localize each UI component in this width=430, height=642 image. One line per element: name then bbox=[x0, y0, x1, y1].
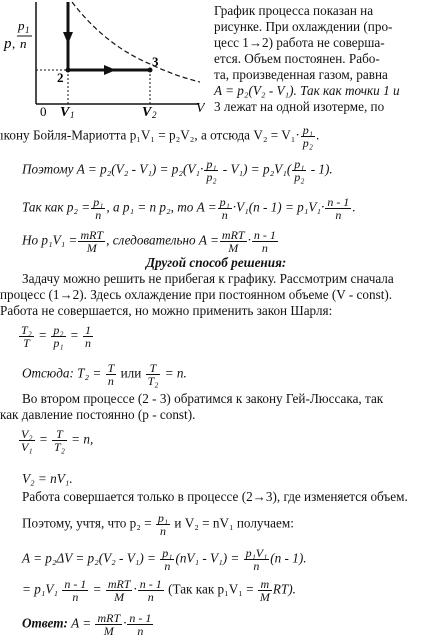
text-r4: ется. Объем постоянен. Рабо- bbox=[214, 51, 380, 66]
gay-lussac-law: $\frac{\text{V₂}}{\text{V₁}}$ = $\frac{T}{\text{T₂}}$ = n, bbox=[21, 427, 94, 454]
p1n-sub: 1 bbox=[25, 25, 30, 35]
point-2-marker bbox=[66, 68, 71, 73]
svg-text:,: , bbox=[12, 36, 16, 51]
text-r7: 3 лежат на одной изотерме, по bbox=[214, 99, 385, 114]
work-eq2-line: = p₁V₁ $\frac{n - 1}{n}$ = mRT M · $\frac{n - 1}{n}$ (Так как p₁V₁ = $\frac{m}{M}$ RT). bbox=[22, 577, 296, 604]
but-line: Но p₁V₁ = mRT M , следовательно A = mRT M · $\frac{n - 1}{n}$ bbox=[22, 228, 276, 255]
v-axis-label: V bbox=[196, 101, 205, 116]
section-title: Другой способ решения: bbox=[146, 255, 287, 270]
work-line: Поэтому A = p₂(V₂ - V₁) = p₂(V₁· $\frac{\text{p₁}}{\text{p₂}}$ - V₁) = p₂V₁( $\frac{\text{p₁}}{\text{p₂}}$ - 1). bbox=[22, 157, 333, 184]
text-r1: График процесса показан на bbox=[214, 3, 374, 18]
text-r3: цесс 1→2) работа не соверша- bbox=[214, 35, 385, 50]
text-p3: Работа не совершается, но можно применить закон Шарля: bbox=[0, 303, 333, 318]
answer-label: Ответ: bbox=[22, 615, 68, 631]
text-p1: Задачу можно решить не прибегая к графику. Рассмотрим сначала bbox=[22, 271, 394, 286]
v2-label: V bbox=[142, 105, 152, 118]
v2-sub: 2 bbox=[152, 110, 157, 118]
boyle-line: ıкону Бойля-Мариотта p₁V₁ = p₂V₂, а отсюда V₂ = V₁· $\frac{\text{p₁}}{\text{p₂}}$ . bbox=[0, 123, 320, 150]
text-p4: Во втором процессе (2 - 3) обратимся к закону Гей-Люссака, так bbox=[22, 391, 384, 406]
text-r5: та, произведенная газом, равна bbox=[214, 67, 388, 82]
pv-graph bbox=[0, 0, 205, 118]
text-p6: Работа совершается только в процессе (2→3), где изменяется объем. bbox=[22, 489, 408, 504]
text-p2: процесс (1→2). Здесь охлаждение при постоянном объеме (V - const). bbox=[0, 287, 393, 302]
charles-law: $\frac{\text{T₂}}{T}$ = $\frac{\text{p₂}}{\text{p₁}}$ = $\frac{1}{n}$ bbox=[21, 323, 92, 350]
point-3-label: 3 bbox=[152, 54, 159, 69]
origin-label: 0 bbox=[40, 104, 47, 118]
text-r2: рисунке. При охлаждении (про- bbox=[214, 19, 393, 34]
arrow-down-icon bbox=[63, 32, 73, 44]
p1n-num: p bbox=[18, 18, 25, 33]
v1-label: V bbox=[60, 105, 70, 118]
p1n-den: n bbox=[20, 36, 27, 51]
since-line: Так как p₂ = $\frac{\text{p₁}}{n}$ , а p₁ = n p₂, то A = $\frac{\text{p₁}}{n}$ ·V₁(n - 1) = p₁V₁· $\frac{n - 1}{n}$ . bbox=[22, 195, 356, 222]
from-line: Отсюда: T₂ = $\frac{T}{n}$ или $\frac{T}{\text{T₂}}$ = n. bbox=[22, 361, 187, 388]
answer-line: Ответ: A = mRT M · $\frac{n - 1}{n}$ bbox=[22, 611, 152, 638]
v1-sub: 1 bbox=[70, 110, 75, 118]
point-2-label: 2 bbox=[57, 70, 64, 85]
v2-eq: V₂ = nV₁. bbox=[22, 471, 73, 486]
text-p5: как давление постоянно (p - const). bbox=[0, 407, 196, 422]
therefore-line: Поэтому, учтя, что p₂ = $\frac{\text{p₁}}{n}$ и V₂ = nV₁ получаем: bbox=[22, 511, 294, 538]
work-eq-line: A = p₂ΔV = p₂(V₂ - V₁) = $\frac{\text{p₁}}{n}$ (nV₁ - V₁) = $\frac{\text{p₁V₁}}{n}$ (n - 1). bbox=[22, 546, 307, 573]
text-r6: A = p₂(V₂ - V₁). Так как точки 1 и bbox=[214, 83, 400, 98]
p-axis-label: p bbox=[4, 36, 12, 52]
arrow-right-icon bbox=[104, 65, 116, 75]
